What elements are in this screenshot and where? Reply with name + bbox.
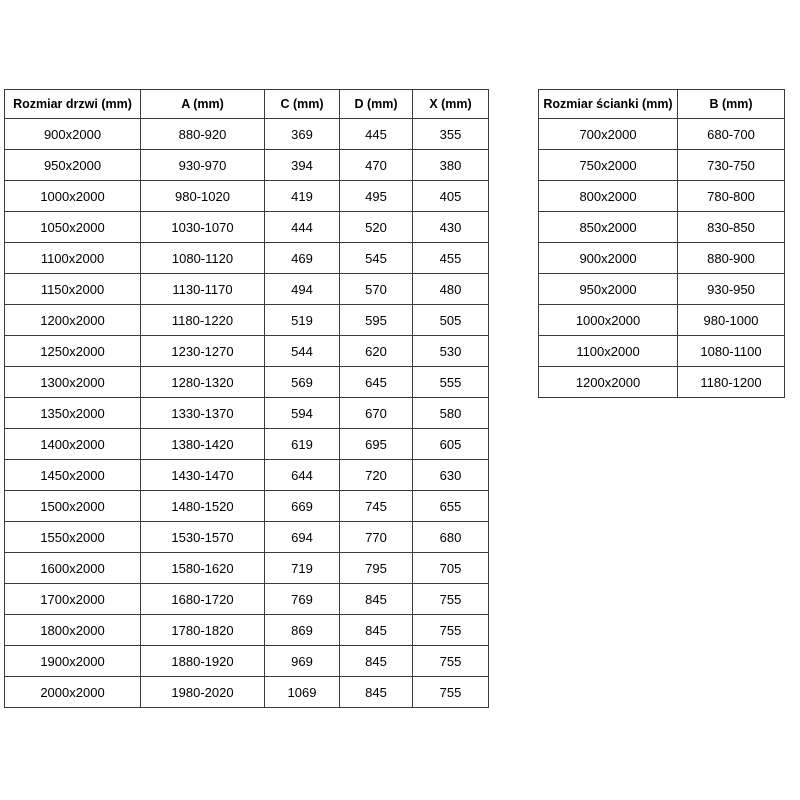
- table-cell: 1300x2000: [5, 367, 141, 398]
- table-cell: 644: [265, 460, 340, 491]
- table-cell: 969: [265, 646, 340, 677]
- table-cell: 695: [340, 429, 413, 460]
- table-row: [5, 243, 489, 274]
- door-sizes-table: [4, 89, 489, 708]
- wall-sizes-table-body: [539, 119, 785, 398]
- table-cell: 880-920: [141, 119, 265, 150]
- table-row: [539, 150, 785, 181]
- table-cell: 605: [413, 429, 489, 460]
- table-cell: 495: [340, 181, 413, 212]
- table-cell: 1100x2000: [539, 336, 678, 367]
- column-header: D (mm): [340, 90, 413, 119]
- table-cell: 1880-1920: [141, 646, 265, 677]
- table-cell: 469: [265, 243, 340, 274]
- table-cell: 930-950: [678, 274, 785, 305]
- table-row: [539, 305, 785, 336]
- table-cell: 1080-1120: [141, 243, 265, 274]
- table-cell: 630: [413, 460, 489, 491]
- table-cell: 1050x2000: [5, 212, 141, 243]
- table-row: [5, 522, 489, 553]
- column-header: X (mm): [413, 90, 489, 119]
- table-cell: 445: [340, 119, 413, 150]
- table-cell: 1180-1220: [141, 305, 265, 336]
- table-cell: 380: [413, 150, 489, 181]
- table-row: [5, 677, 489, 708]
- table-cell: 980-1000: [678, 305, 785, 336]
- table-cell: 505: [413, 305, 489, 336]
- table-cell: 655: [413, 491, 489, 522]
- table-cell: 1580-1620: [141, 553, 265, 584]
- table-row: [5, 646, 489, 677]
- table-cell: 780-800: [678, 181, 785, 212]
- table-row: [5, 274, 489, 305]
- table-cell: 520: [340, 212, 413, 243]
- table-row: [5, 460, 489, 491]
- table-row: [5, 181, 489, 212]
- table-cell: 1900x2000: [5, 646, 141, 677]
- column-header: A (mm): [141, 90, 265, 119]
- table-cell: 830-850: [678, 212, 785, 243]
- table-cell: 519: [265, 305, 340, 336]
- table-cell: 705: [413, 553, 489, 584]
- table-cell: 845: [340, 615, 413, 646]
- table-cell: 869: [265, 615, 340, 646]
- table-cell: 700x2000: [539, 119, 678, 150]
- table-cell: 770: [340, 522, 413, 553]
- table-cell: 645: [340, 367, 413, 398]
- table-cell: 1200x2000: [539, 367, 678, 398]
- table-cell: 719: [265, 553, 340, 584]
- table-cell: 494: [265, 274, 340, 305]
- table-row: [5, 553, 489, 584]
- table-cell: 430: [413, 212, 489, 243]
- column-header: Rozmiar drzwi (mm): [5, 90, 141, 119]
- table-cell: 850x2000: [539, 212, 678, 243]
- table-cell: 845: [340, 677, 413, 708]
- table-cell: 1000x2000: [539, 305, 678, 336]
- table-cell: 694: [265, 522, 340, 553]
- table-cell: 1550x2000: [5, 522, 141, 553]
- table-cell: 394: [265, 150, 340, 181]
- table-cell: 419: [265, 181, 340, 212]
- table-row: [539, 274, 785, 305]
- header-row: [5, 90, 489, 119]
- table-cell: 569: [265, 367, 340, 398]
- table-cell: 980-1020: [141, 181, 265, 212]
- table-cell: 355: [413, 119, 489, 150]
- table-cell: 1480-1520: [141, 491, 265, 522]
- table-cell: 1330-1370: [141, 398, 265, 429]
- table-cell: 570: [340, 274, 413, 305]
- table-cell: 1500x2000: [5, 491, 141, 522]
- table-cell: 669: [265, 491, 340, 522]
- table-row: [5, 212, 489, 243]
- table-cell: 1350x2000: [5, 398, 141, 429]
- table-cell: 405: [413, 181, 489, 212]
- table-cell: 1080-1100: [678, 336, 785, 367]
- table-cell: 900x2000: [5, 119, 141, 150]
- table-cell: 845: [340, 646, 413, 677]
- table-row: [539, 243, 785, 274]
- table-cell: 369: [265, 119, 340, 150]
- table-cell: 1780-1820: [141, 615, 265, 646]
- table-cell: 1680-1720: [141, 584, 265, 615]
- column-header: B (mm): [678, 90, 785, 119]
- table-row: [5, 615, 489, 646]
- table-cell: 544: [265, 336, 340, 367]
- table-cell: 2000x2000: [5, 677, 141, 708]
- table-row: [5, 398, 489, 429]
- table-cell: 1430-1470: [141, 460, 265, 491]
- table-cell: 595: [340, 305, 413, 336]
- table-cell: 755: [413, 584, 489, 615]
- table-cell: 930-970: [141, 150, 265, 181]
- table-cell: 720: [340, 460, 413, 491]
- table-cell: 755: [413, 615, 489, 646]
- table-cell: 769: [265, 584, 340, 615]
- table-row: [5, 429, 489, 460]
- table-row: [539, 212, 785, 243]
- table-row: [539, 367, 785, 398]
- table-cell: 470: [340, 150, 413, 181]
- table-row: [5, 119, 489, 150]
- table-cell: 580: [413, 398, 489, 429]
- table-cell: 1000x2000: [5, 181, 141, 212]
- table-cell: 880-900: [678, 243, 785, 274]
- table-cell: 555: [413, 367, 489, 398]
- table-cell: 594: [265, 398, 340, 429]
- wall-sizes-table: [538, 89, 785, 398]
- table-row: [5, 336, 489, 367]
- table-row: [539, 119, 785, 150]
- table-row: [5, 584, 489, 615]
- table-row: [5, 305, 489, 336]
- table-cell: 1400x2000: [5, 429, 141, 460]
- table-cell: 620: [340, 336, 413, 367]
- header-row: [539, 90, 785, 119]
- table-cell: 900x2000: [539, 243, 678, 274]
- door-sizes-table-header: [5, 90, 489, 119]
- table-cell: 1280-1320: [141, 367, 265, 398]
- column-header: Rozmiar ścianki (mm): [539, 90, 678, 119]
- table-cell: 750x2000: [539, 150, 678, 181]
- table-row: [539, 181, 785, 212]
- table-cell: 1700x2000: [5, 584, 141, 615]
- column-header: C (mm): [265, 90, 340, 119]
- table-cell: 800x2000: [539, 181, 678, 212]
- table-cell: 1100x2000: [5, 243, 141, 274]
- table-cell: 1130-1170: [141, 274, 265, 305]
- table-cell: 619: [265, 429, 340, 460]
- table-cell: 1800x2000: [5, 615, 141, 646]
- table-cell: 950x2000: [5, 150, 141, 181]
- table-cell: 845: [340, 584, 413, 615]
- table-cell: 545: [340, 243, 413, 274]
- table-cell: 455: [413, 243, 489, 274]
- table-cell: 680: [413, 522, 489, 553]
- table-row: [5, 491, 489, 522]
- table-cell: 1150x2000: [5, 274, 141, 305]
- table-cell: 730-750: [678, 150, 785, 181]
- table-cell: 530: [413, 336, 489, 367]
- table-cell: 795: [340, 553, 413, 584]
- table-cell: 1450x2000: [5, 460, 141, 491]
- table-row: [539, 336, 785, 367]
- wall-sizes-table-header: [539, 90, 785, 119]
- table-cell: 670: [340, 398, 413, 429]
- table-cell: 950x2000: [539, 274, 678, 305]
- table-cell: 755: [413, 646, 489, 677]
- table-cell: 1380-1420: [141, 429, 265, 460]
- door-sizes-table-body: [5, 119, 489, 708]
- table-cell: 1180-1200: [678, 367, 785, 398]
- table-cell: 444: [265, 212, 340, 243]
- table-cell: 1230-1270: [141, 336, 265, 367]
- table-row: [5, 150, 489, 181]
- table-cell: 755: [413, 677, 489, 708]
- table-cell: 1069: [265, 677, 340, 708]
- table-cell: 1030-1070: [141, 212, 265, 243]
- table-cell: 1530-1570: [141, 522, 265, 553]
- table-cell: 680-700: [678, 119, 785, 150]
- table-cell: 1200x2000: [5, 305, 141, 336]
- table-cell: 1250x2000: [5, 336, 141, 367]
- table-cell: 480: [413, 274, 489, 305]
- table-cell: 745: [340, 491, 413, 522]
- table-cell: 1600x2000: [5, 553, 141, 584]
- table-cell: 1980-2020: [141, 677, 265, 708]
- table-row: [5, 367, 489, 398]
